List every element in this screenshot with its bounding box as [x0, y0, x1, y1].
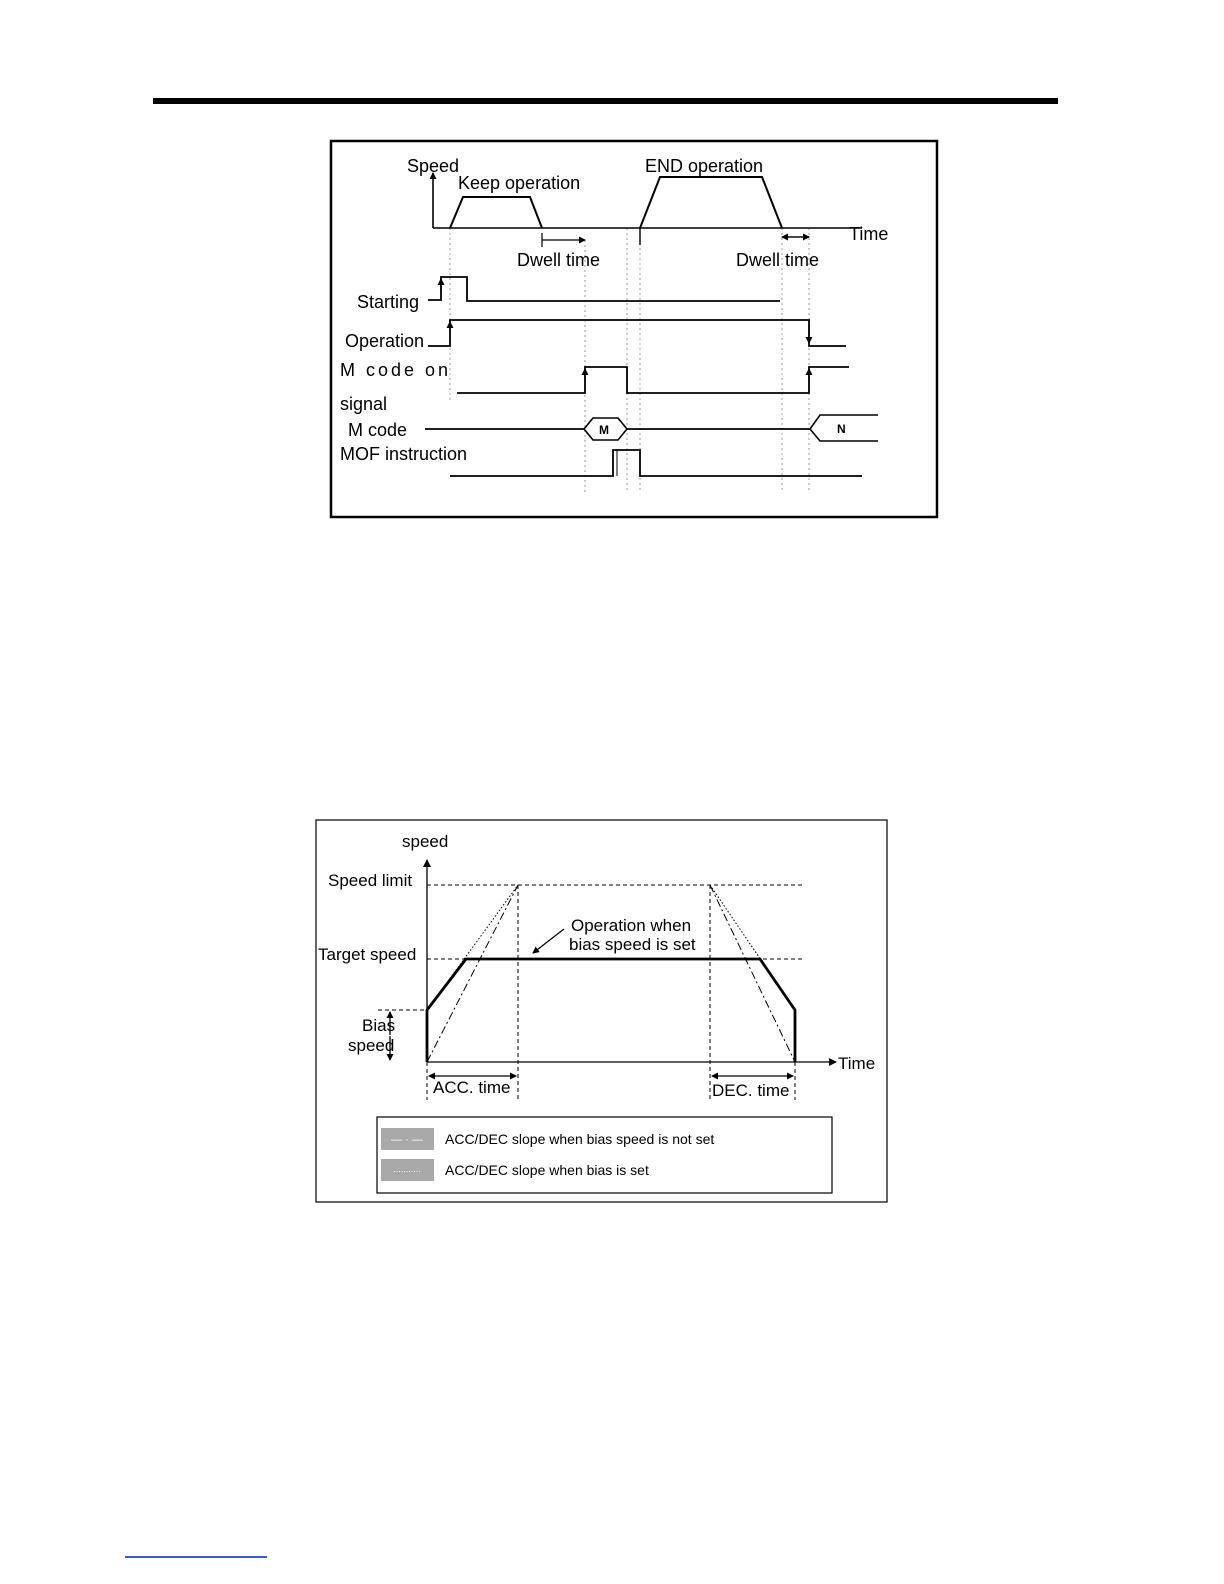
annotation-arrow	[533, 929, 564, 953]
annotation-line-1: Operation when	[571, 916, 692, 935]
end-operation-label: END operation	[645, 156, 764, 176]
d2-speed-label: speed	[402, 832, 449, 851]
dec-time-label: DEC. time	[712, 1081, 790, 1100]
m-code-on-label: M code on	[340, 360, 448, 380]
n-box-text: N	[837, 422, 846, 436]
starting-label: Starting	[357, 292, 420, 312]
dwell-time-label-2: Dwell time	[736, 250, 820, 270]
legend-swatch-text-1: — · —	[391, 1134, 423, 1146]
mof-instruction-label: MOF instruction	[340, 444, 468, 464]
slope-no-bias-acc	[427, 885, 518, 1062]
m-code-on-label-2: signal	[340, 394, 388, 414]
slope-no-bias-dec	[710, 885, 795, 1062]
starting-signal	[428, 277, 780, 301]
keep-operation-label: Keep operation	[458, 173, 581, 193]
legend-swatch-text-2: ...........	[393, 1164, 421, 1174]
bias-label: Bias	[362, 1016, 396, 1035]
m-code-label: M code	[348, 420, 408, 440]
speed-limit-label: Speed limit	[328, 871, 413, 890]
operation-label: Operation	[345, 331, 425, 351]
footer-link-rule	[125, 1556, 267, 1558]
m-code-on-signal	[457, 367, 849, 393]
keep-operation-profile	[450, 197, 542, 228]
legend-text-bias: ACC/DEC slope when bias is set	[445, 1162, 649, 1178]
d1-speed-label: Speed	[407, 156, 460, 176]
operation-signal	[428, 320, 846, 346]
end-operation-profile	[640, 177, 782, 228]
timing-diagram	[331, 141, 937, 517]
d1-time-label: Time	[849, 224, 889, 244]
target-speed-label: Target speed	[318, 945, 417, 964]
bias-operation-profile	[427, 959, 795, 1062]
legend-text-no-bias: ACC/DEC slope when bias speed is not set	[445, 1131, 715, 1147]
bias-speed-diagram	[316, 820, 887, 1202]
d2-time-label: Time	[838, 1054, 876, 1073]
legend-box	[377, 1117, 832, 1193]
bias-speed-label: speed	[348, 1036, 395, 1055]
legend	[377, 1117, 832, 1193]
dwell-time-label-1: Dwell time	[517, 250, 601, 270]
acc-time-label: ACC. time	[433, 1078, 511, 1097]
annotation-line-2: bias speed is set	[569, 935, 696, 954]
m-box-text: M	[599, 423, 609, 437]
mof-signal	[450, 450, 862, 476]
